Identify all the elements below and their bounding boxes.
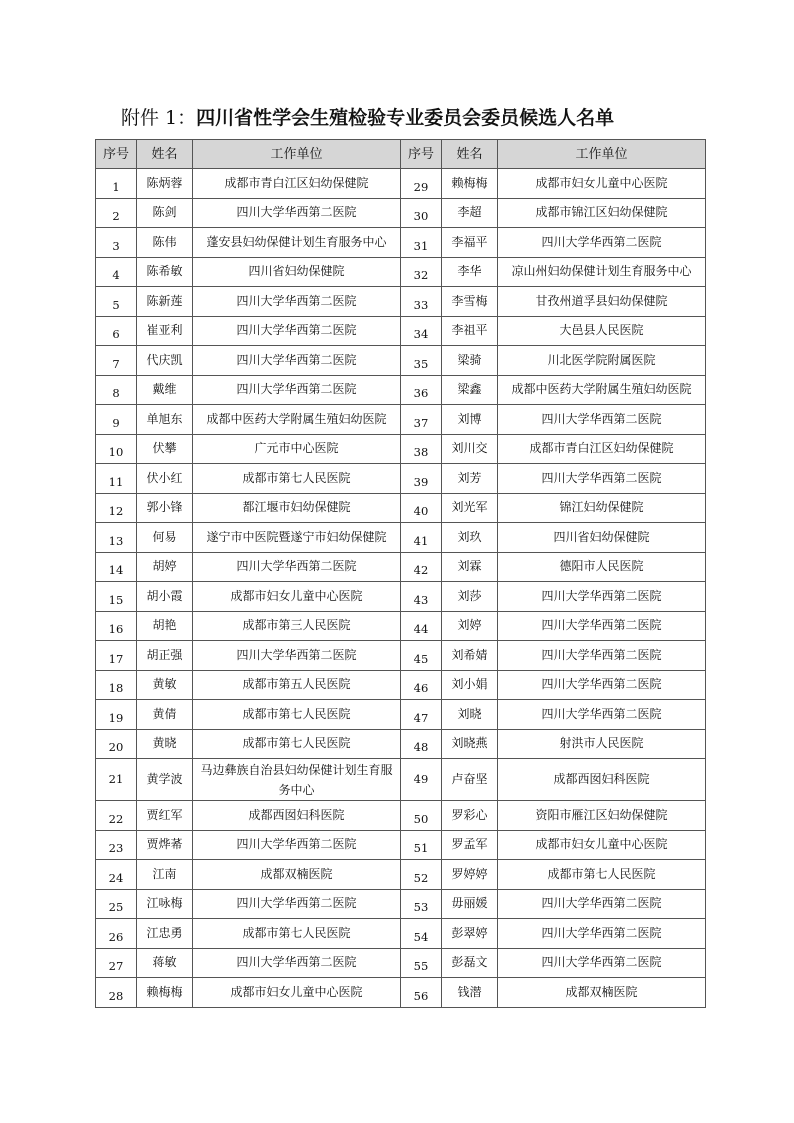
cell-no: 29 <box>401 169 442 199</box>
cell-unit: 遂宁市中医院暨遂宁市妇幼保健院 <box>193 523 401 553</box>
cell-no: 50 <box>401 801 442 831</box>
cell-name: 黄学波 <box>137 759 193 801</box>
cell-name: 崔亚利 <box>137 316 193 346</box>
cell-name: 彭磊文 <box>442 948 498 978</box>
cell-name: 刘芳 <box>442 464 498 494</box>
cell-name: 黄晓 <box>137 729 193 759</box>
cell-no: 18 <box>96 670 137 700</box>
cell-name: 刘希婧 <box>442 641 498 671</box>
cell-no: 11 <box>96 464 137 494</box>
table-row <box>96 552 706 582</box>
cell-unit: 成都市妇女儿童中心医院 <box>498 830 706 860</box>
cell-unit: 四川大学华西第二医院 <box>193 287 401 317</box>
cell-unit: 成都市第七人民医院 <box>193 700 401 730</box>
cell-no: 45 <box>401 641 442 671</box>
cell-unit: 成都市第七人民医院 <box>193 464 401 494</box>
table-row <box>96 700 706 730</box>
cell-unit: 四川大学华西第二医院 <box>193 375 401 405</box>
table-row <box>96 434 706 464</box>
table-row <box>96 523 706 553</box>
cell-unit: 成都市第五人民医院 <box>193 670 401 700</box>
cell-unit: 成都市青白江区妇幼保健院 <box>193 169 401 199</box>
table-row <box>96 759 706 801</box>
cell-unit: 广元市中心医院 <box>193 434 401 464</box>
list-title: 四川省性学会生殖检验专业委员会委员候选人名单 <box>196 107 615 129</box>
cell-name: 陈新莲 <box>137 287 193 317</box>
cell-no: 44 <box>401 611 442 641</box>
cell-no: 10 <box>96 434 137 464</box>
cell-unit: 四川省妇幼保健院 <box>193 257 401 287</box>
cell-unit: 德阳市人民医院 <box>498 552 706 582</box>
cell-name: 梁骑 <box>442 346 498 376</box>
cell-unit: 四川大学华西第二医院 <box>498 700 706 730</box>
cell-name: 胡小霞 <box>137 582 193 612</box>
cell-name: 李雪梅 <box>442 287 498 317</box>
attachment-label: 附件 1： <box>121 107 197 129</box>
cell-no: 32 <box>401 257 442 287</box>
cell-unit: 成都市妇女儿童中心医院 <box>498 169 706 199</box>
cell-name: 陈伟 <box>137 228 193 258</box>
cell-name: 戴维 <box>137 375 193 405</box>
cell-name: 江南 <box>137 860 193 890</box>
cell-no: 56 <box>401 978 442 1008</box>
header-name-left: 姓名 <box>137 140 193 169</box>
table-row <box>96 198 706 228</box>
table-row <box>96 287 706 317</box>
cell-unit: 成都市妇女儿童中心医院 <box>193 978 401 1008</box>
cell-no: 14 <box>96 552 137 582</box>
cell-no: 9 <box>96 405 137 435</box>
cell-no: 8 <box>96 375 137 405</box>
cell-unit: 成都双楠医院 <box>193 860 401 890</box>
cell-name: 李华 <box>442 257 498 287</box>
cell-no: 13 <box>96 523 137 553</box>
cell-no: 16 <box>96 611 137 641</box>
table-row <box>96 464 706 494</box>
cell-no: 38 <box>401 434 442 464</box>
cell-name: 李福平 <box>442 228 498 258</box>
cell-name: 刘博 <box>442 405 498 435</box>
cell-unit: 成都中医药大学附属生殖妇幼医院 <box>498 375 706 405</box>
cell-name: 陈炳蓉 <box>137 169 193 199</box>
cell-name: 贾红军 <box>137 801 193 831</box>
table-row <box>96 582 706 612</box>
cell-name: 何易 <box>137 523 193 553</box>
cell-no: 28 <box>96 978 137 1008</box>
cell-unit: 四川大学华西第二医院 <box>193 552 401 582</box>
cell-no: 48 <box>401 729 442 759</box>
cell-name: 伏小红 <box>137 464 193 494</box>
cell-unit: 四川大学华西第二医院 <box>193 316 401 346</box>
cell-no: 43 <box>401 582 442 612</box>
cell-name: 刘莎 <box>442 582 498 612</box>
cell-name: 李祖平 <box>442 316 498 346</box>
cell-unit: 四川大学华西第二医院 <box>498 641 706 671</box>
cell-name: 郭小锋 <box>137 493 193 523</box>
cell-unit: 四川大学华西第二医院 <box>193 830 401 860</box>
cell-name: 罗孟军 <box>442 830 498 860</box>
cell-unit: 成都市第七人民医院 <box>193 919 401 949</box>
cell-name: 彭翠婷 <box>442 919 498 949</box>
cell-no: 5 <box>96 287 137 317</box>
cell-unit: 四川大学华西第二医院 <box>193 948 401 978</box>
cell-name: 黄敏 <box>137 670 193 700</box>
cell-no: 15 <box>96 582 137 612</box>
cell-unit: 四川大学华西第二医院 <box>193 346 401 376</box>
cell-name: 贾烨莃 <box>137 830 193 860</box>
page-title <box>121 104 741 132</box>
cell-no: 12 <box>96 493 137 523</box>
cell-no: 20 <box>96 729 137 759</box>
cell-unit: 成都市妇女儿童中心医院 <box>193 582 401 612</box>
cell-name: 罗彩心 <box>442 801 498 831</box>
cell-unit: 四川大学华西第二医院 <box>498 464 706 494</box>
table-row <box>96 860 706 890</box>
cell-no: 17 <box>96 641 137 671</box>
cell-name: 刘川交 <box>442 434 498 464</box>
cell-name: 刘婷 <box>442 611 498 641</box>
cell-unit: 成都西囡妇科医院 <box>498 759 706 801</box>
cell-no: 26 <box>96 919 137 949</box>
cell-no: 25 <box>96 889 137 919</box>
cell-unit: 四川大学华西第二医院 <box>193 641 401 671</box>
cell-name: 刘晓 <box>442 700 498 730</box>
cell-no: 53 <box>401 889 442 919</box>
cell-no: 27 <box>96 948 137 978</box>
cell-unit: 成都市第七人民医院 <box>498 860 706 890</box>
cell-no: 33 <box>401 287 442 317</box>
table-row <box>96 169 706 199</box>
cell-unit: 四川大学华西第二医院 <box>498 228 706 258</box>
cell-unit: 四川大学华西第二医院 <box>498 611 706 641</box>
cell-unit: 四川大学华西第二医院 <box>498 582 706 612</box>
cell-no: 39 <box>401 464 442 494</box>
cell-name: 毋丽媛 <box>442 889 498 919</box>
table-row <box>96 641 706 671</box>
cell-name: 刘小娟 <box>442 670 498 700</box>
cell-no: 35 <box>401 346 442 376</box>
table-row <box>96 670 706 700</box>
cell-no: 4 <box>96 257 137 287</box>
cell-no: 3 <box>96 228 137 258</box>
cell-unit: 成都市第三人民医院 <box>193 611 401 641</box>
table-row <box>96 729 706 759</box>
cell-no: 34 <box>401 316 442 346</box>
cell-unit: 马边彝族自治县妇幼保健计划生育服务中心 <box>193 759 401 801</box>
cell-unit: 四川大学华西第二医院 <box>193 198 401 228</box>
cell-name: 赖梅梅 <box>442 169 498 199</box>
cell-unit: 四川大学华西第二医院 <box>498 670 706 700</box>
cell-no: 47 <box>401 700 442 730</box>
header-name-right: 姓名 <box>442 140 498 169</box>
table-row <box>96 948 706 978</box>
cell-name: 罗婷婷 <box>442 860 498 890</box>
cell-no: 55 <box>401 948 442 978</box>
cell-name: 江忠勇 <box>137 919 193 949</box>
cell-no: 7 <box>96 346 137 376</box>
cell-unit: 都江堰市妇幼保健院 <box>193 493 401 523</box>
cell-unit: 四川省妇幼保健院 <box>498 523 706 553</box>
cell-name: 刘玖 <box>442 523 498 553</box>
cell-no: 19 <box>96 700 137 730</box>
cell-name: 钱潜 <box>442 978 498 1008</box>
cell-unit: 大邑县人民医院 <box>498 316 706 346</box>
table-row <box>96 375 706 405</box>
header-unit-right: 工作单位 <box>498 140 706 169</box>
table-row <box>96 830 706 860</box>
cell-unit: 成都市锦江区妇幼保健院 <box>498 198 706 228</box>
cell-name: 胡艳 <box>137 611 193 641</box>
cell-unit: 四川大学华西第二医院 <box>498 405 706 435</box>
table-row <box>96 257 706 287</box>
header-no-left: 序号 <box>96 140 137 169</box>
cell-unit: 四川大学华西第二医院 <box>193 889 401 919</box>
cell-name: 蒋敏 <box>137 948 193 978</box>
cell-name: 黄倩 <box>137 700 193 730</box>
cell-unit: 成都市青白江区妇幼保健院 <box>498 434 706 464</box>
cell-no: 40 <box>401 493 442 523</box>
cell-no: 30 <box>401 198 442 228</box>
cell-unit: 成都双楠医院 <box>498 978 706 1008</box>
cell-unit: 川北医学院附属医院 <box>498 346 706 376</box>
cell-no: 52 <box>401 860 442 890</box>
cell-unit: 射洪市人民医院 <box>498 729 706 759</box>
table-row <box>96 978 706 1008</box>
cell-no: 1 <box>96 169 137 199</box>
cell-no: 22 <box>96 801 137 831</box>
cell-unit: 蓬安县妇幼保健计划生育服务中心 <box>193 228 401 258</box>
table-row <box>96 889 706 919</box>
cell-name: 李超 <box>442 198 498 228</box>
cell-no: 36 <box>401 375 442 405</box>
cell-unit: 四川大学华西第二医院 <box>498 889 706 919</box>
cell-unit: 成都中医药大学附属生殖妇幼医院 <box>193 405 401 435</box>
cell-name: 胡婷 <box>137 552 193 582</box>
cell-name: 刘晓燕 <box>442 729 498 759</box>
cell-no: 24 <box>96 860 137 890</box>
candidate-table <box>95 139 706 1008</box>
header-unit-left: 工作单位 <box>193 140 401 169</box>
table-header-row <box>96 140 706 169</box>
cell-name: 赖梅梅 <box>137 978 193 1008</box>
cell-name: 单旭东 <box>137 405 193 435</box>
table-row <box>96 919 706 949</box>
cell-no: 51 <box>401 830 442 860</box>
cell-no: 54 <box>401 919 442 949</box>
table-row <box>96 801 706 831</box>
cell-name: 梁鑫 <box>442 375 498 405</box>
cell-no: 2 <box>96 198 137 228</box>
cell-no: 21 <box>96 759 137 801</box>
table-row <box>96 346 706 376</box>
cell-name: 刘光军 <box>442 493 498 523</box>
cell-no: 6 <box>96 316 137 346</box>
cell-no: 42 <box>401 552 442 582</box>
cell-no: 49 <box>401 759 442 801</box>
cell-name: 江咏梅 <box>137 889 193 919</box>
table-row <box>96 316 706 346</box>
cell-unit: 甘孜州道孚县妇幼保健院 <box>498 287 706 317</box>
table-row <box>96 405 706 435</box>
table-row <box>96 611 706 641</box>
cell-name: 胡正强 <box>137 641 193 671</box>
cell-no: 23 <box>96 830 137 860</box>
cell-name: 陈希敏 <box>137 257 193 287</box>
table-row <box>96 228 706 258</box>
cell-name: 陈剑 <box>137 198 193 228</box>
cell-unit: 四川大学华西第二医院 <box>498 919 706 949</box>
header-no-right: 序号 <box>401 140 442 169</box>
cell-name: 卢奋坚 <box>442 759 498 801</box>
cell-name: 代庆凯 <box>137 346 193 376</box>
cell-no: 46 <box>401 670 442 700</box>
table-row <box>96 493 706 523</box>
cell-unit: 成都市第七人民医院 <box>193 729 401 759</box>
cell-unit: 资阳市雁江区妇幼保健院 <box>498 801 706 831</box>
cell-no: 37 <box>401 405 442 435</box>
cell-name: 伏攀 <box>137 434 193 464</box>
table-body <box>96 169 706 1008</box>
cell-no: 41 <box>401 523 442 553</box>
cell-unit: 锦江妇幼保健院 <box>498 493 706 523</box>
cell-unit: 成都西囡妇科医院 <box>193 801 401 831</box>
cell-name: 刘霖 <box>442 552 498 582</box>
cell-unit: 四川大学华西第二医院 <box>498 948 706 978</box>
cell-no: 31 <box>401 228 442 258</box>
cell-unit: 凉山州妇幼保健计划生育服务中心 <box>498 257 706 287</box>
